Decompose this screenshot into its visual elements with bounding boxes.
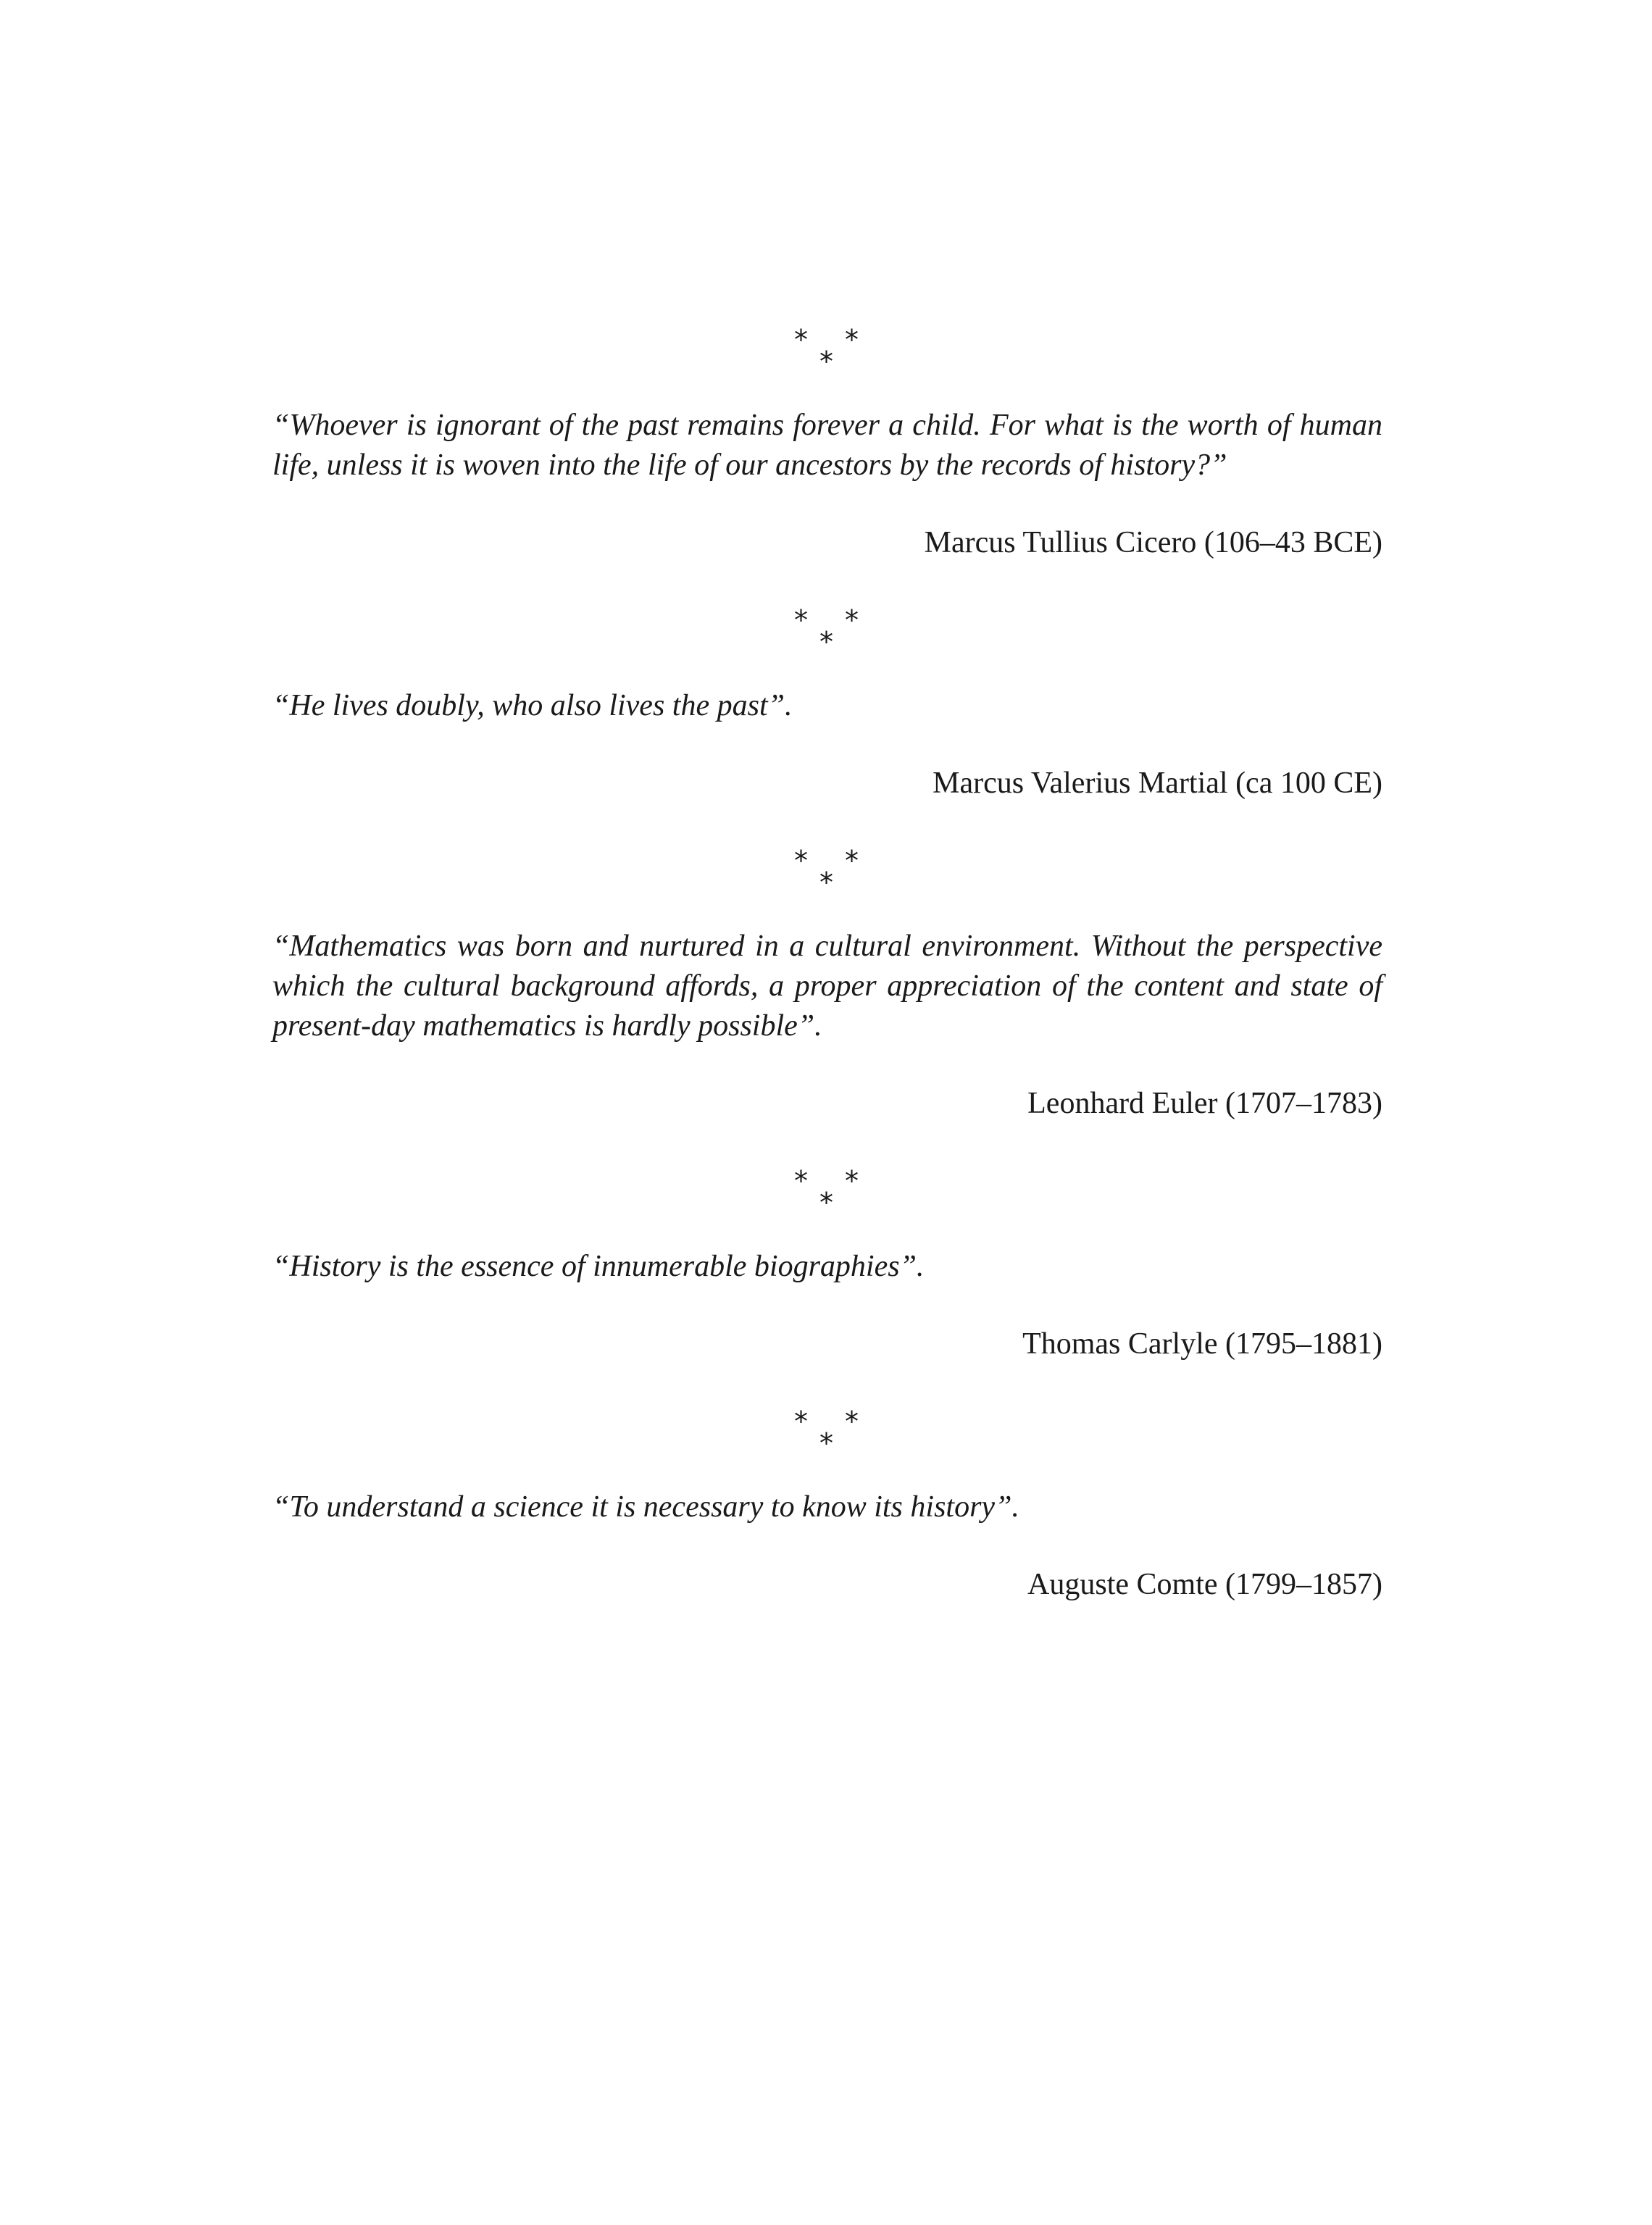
asterism-separator xyxy=(272,1400,1382,1458)
asterism-separator xyxy=(272,840,1382,898)
quote-author: Auguste Comte (1799–1857) xyxy=(1027,1568,1382,1601)
quote-block-cicero xyxy=(272,319,1382,563)
quote-author: Thomas Carlyle (1795–1881) xyxy=(1022,1327,1382,1361)
asterisk: * xyxy=(845,845,859,877)
quotes-page xyxy=(272,319,1382,1641)
quote-text: “Whoever is ignorant of the past remains forever a child. For what is the worth of human life, unless it is woven into the life of our ancestors by the records of history?” xyxy=(272,409,1382,482)
asterism-separator xyxy=(272,319,1382,377)
asterism-separator xyxy=(272,1160,1382,1218)
asterisk: * xyxy=(794,1165,808,1197)
asterism-separator xyxy=(272,599,1382,657)
asterisk: * xyxy=(794,324,808,356)
asterisk: * xyxy=(819,626,833,658)
quote-text: “Mathematics was born and nurtured in a cultural environment. Without the perspective which the cultural background affords, a proper appreciation of the content and state of present-day mathematics is hardly possible”. xyxy=(272,930,1382,1043)
quote-text: “He lives doubly, who also lives the past”. xyxy=(272,689,793,722)
asterisk: * xyxy=(845,1406,859,1437)
asterisk: * xyxy=(819,1427,833,1459)
quote-block-carlyle xyxy=(272,1160,1382,1364)
quote-author: Marcus Valerius Martial (ca 100 CE) xyxy=(933,767,1382,800)
asterisk: * xyxy=(845,604,859,636)
quote-block-comte xyxy=(272,1400,1382,1605)
quote-text: “To understand a science it is necessary to know its history”. xyxy=(272,1490,1019,1524)
quote-block-euler xyxy=(272,840,1382,1124)
quote-text: “History is the essence of innumerable biographies”. xyxy=(272,1250,925,1283)
asterisk: * xyxy=(794,604,808,636)
asterisk: * xyxy=(819,867,833,898)
asterisk: * xyxy=(794,845,808,877)
quote-block-martial xyxy=(272,599,1382,803)
asterisk: * xyxy=(794,1406,808,1437)
quote-author: Leonhard Euler (1707–1783) xyxy=(1027,1087,1382,1120)
asterisk: * xyxy=(845,324,859,356)
quote-author: Marcus Tullius Cicero (106–43 BCE) xyxy=(924,526,1382,559)
asterisk: * xyxy=(819,1187,833,1219)
asterisk: * xyxy=(845,1165,859,1197)
asterisk: * xyxy=(819,346,833,377)
